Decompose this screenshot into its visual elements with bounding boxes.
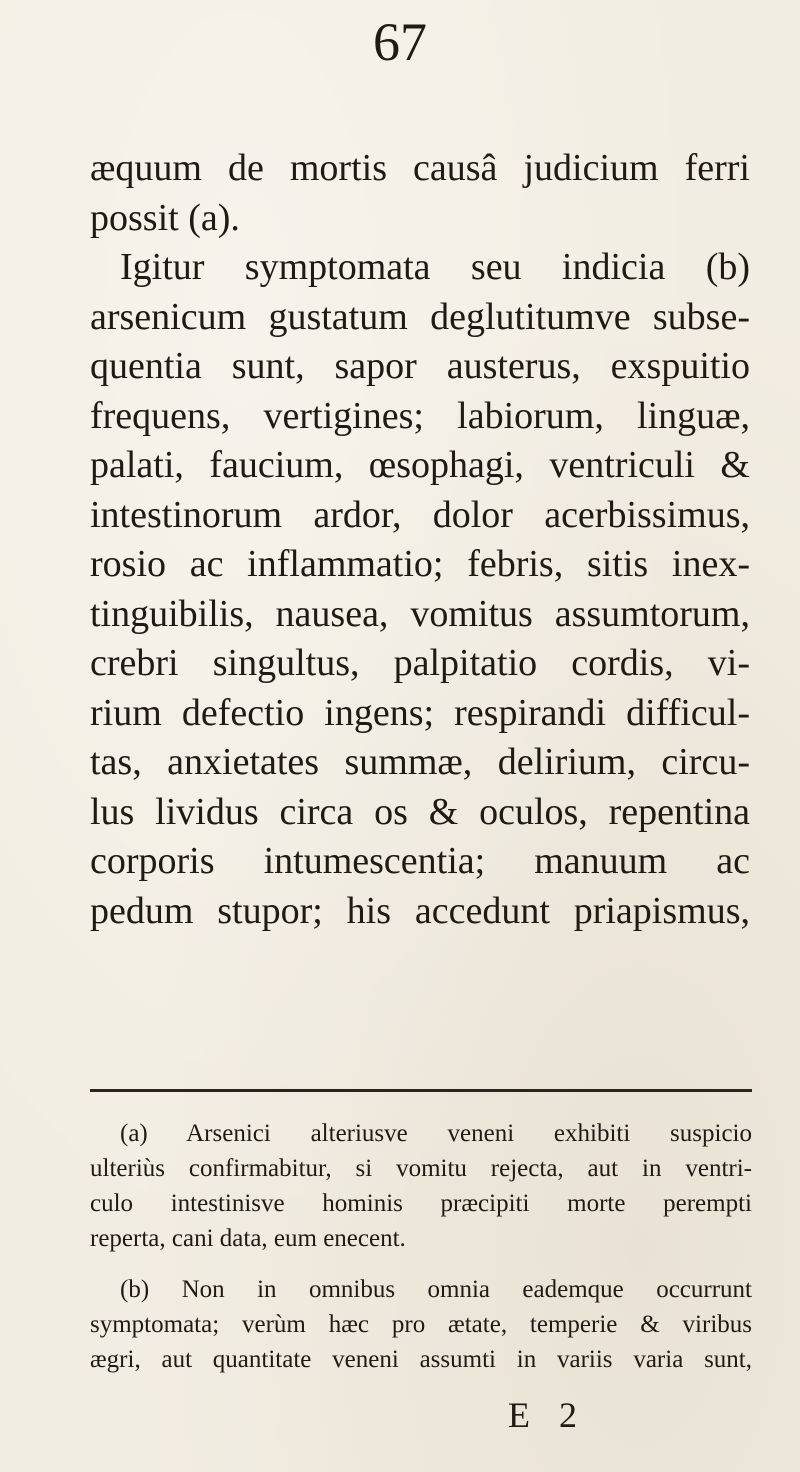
- footnote-line: reperta, cani data, eum enecent.: [90, 1225, 406, 1252]
- footnotes-block: [90, 1116, 752, 1377]
- text-line: possit (a).: [90, 196, 240, 239]
- footnote-a: [90, 1116, 752, 1256]
- signature-mark: E 2: [508, 1395, 587, 1435]
- text-line: intestinorum ardor, dolor acerbissimus,: [90, 493, 750, 536]
- footnote-line: ægri, aut quantitate veneni assumti in variis varia sunt,: [90, 1346, 752, 1373]
- footnote-spacer: [90, 1256, 752, 1272]
- text-line: æquum de mortis causâ judicium ferri: [90, 147, 750, 189]
- text-line: pedum stupor; his accedunt priapismus,: [90, 889, 750, 932]
- footnote-b: [90, 1272, 752, 1377]
- text-line: lus lividus circa os & oculos, repentina: [90, 790, 750, 833]
- text-line: crebri singultus, palpitatio cordis, vi-: [90, 642, 750, 684]
- text-line: rium defectio ingens; respirandi difficul-: [90, 691, 750, 734]
- text-line: rosio ac inflammatio; febris, sitis inex-: [90, 543, 750, 585]
- page-number: 67: [373, 12, 427, 72]
- text-line: arsenicum gustatum deglutitumve subse-: [90, 295, 750, 338]
- footnote-line: symptomata; verùm hæc pro ætate, temperie & viribus: [90, 1311, 752, 1338]
- footnote-line: culo intestinisve hominis præcipiti morte perempti: [90, 1190, 752, 1217]
- footnote-divider: [90, 1089, 752, 1092]
- footnote-line: (b) Non in omnibus omnia eademque occurrunt: [120, 1276, 752, 1303]
- main-text-block: [90, 144, 750, 936]
- footnote-line: ulteriùs confirmabitur, si vomitu rejecta, aut in ventri-: [90, 1155, 752, 1182]
- text-line: corporis intumescentia; manuum ac: [90, 840, 750, 882]
- text-line: Igitur symptomata seu indicia (b): [120, 246, 750, 288]
- text-line: palati, faucium, œsophagi, ventriculi &: [90, 444, 750, 486]
- footnote-line: (a) Arsenici alteriusve veneni exhibiti suspicio: [120, 1120, 752, 1147]
- text-line: quentia sunt, sapor austerus, exspuitio: [90, 345, 750, 387]
- text-line: frequens, vertigines; labiorum, linguæ,: [90, 394, 750, 437]
- text-line: tas, anxietates summæ, delirium, circu-: [90, 741, 750, 783]
- text-line: tinguibilis, nausea, vomitus assumtorum,: [90, 592, 750, 635]
